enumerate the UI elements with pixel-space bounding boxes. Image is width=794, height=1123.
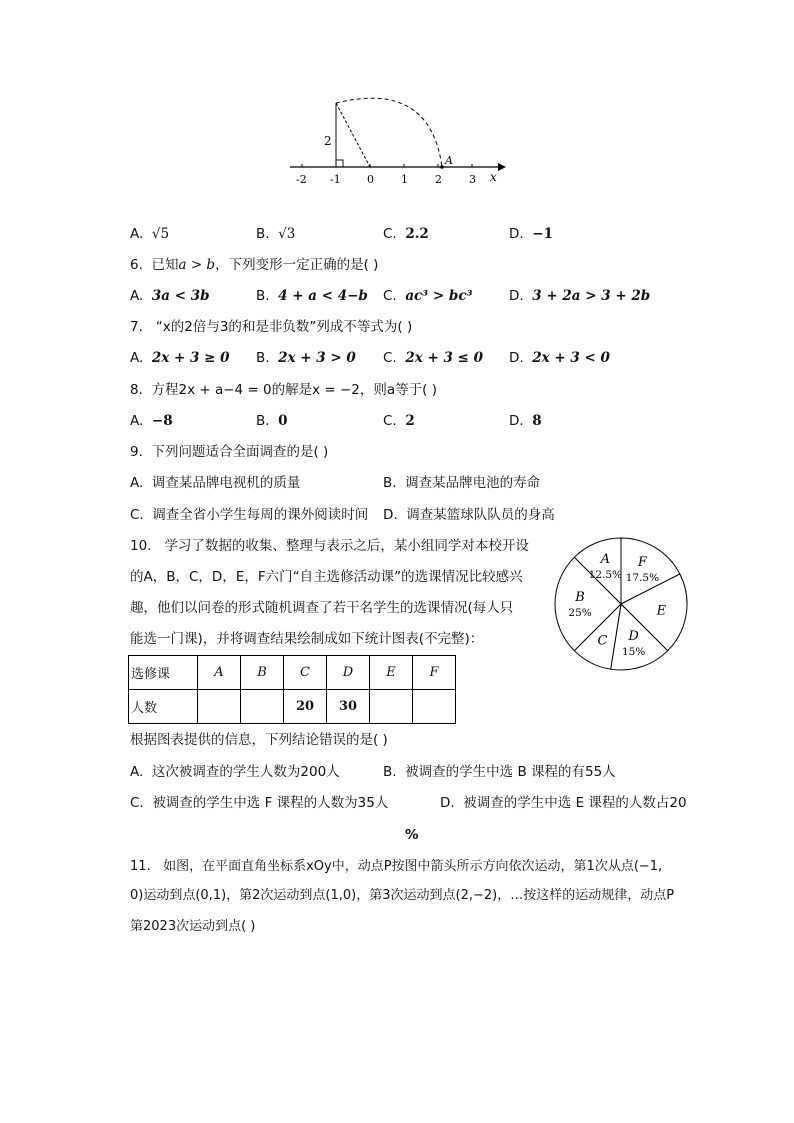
q8-option-a[interactable]: A. −8 [130, 413, 173, 429]
point-a-label: A [445, 154, 453, 167]
q9-option-d[interactable]: D. 调查某篮球队队员的身高 [383, 507, 555, 523]
table-cell-e [370, 690, 413, 724]
pie-label-c: C [597, 633, 608, 649]
table-cell-b [241, 690, 284, 724]
q11-stem-line-2: 0)运动到点(0,1)，第2次运动到点(1,0)，第3次运动到点(2,−2)，…按这样的运动规律，动点P [130, 888, 675, 903]
pie-label-e: E [656, 603, 667, 619]
q11-stem-line-3: 第2023次运动到点( ) [130, 919, 256, 934]
point-a-marker [440, 165, 444, 169]
q5-option-d[interactable]: D. −1 [509, 226, 553, 242]
tick-label: 2 [435, 173, 442, 186]
q9-stem: 9. 下列问题适合全面调查的是( ) [130, 444, 329, 460]
table-cell-c: 20 [284, 690, 327, 724]
q9-option-c[interactable]: C. 调查全省小学生每周的课外阅读时间 [130, 507, 369, 523]
q10-option-b[interactable]: B. 被调查的学生中选 B 课程的有55人 [383, 764, 616, 780]
q6-option-a[interactable]: A. 3a < 3b [130, 288, 210, 304]
height-label: 2 [324, 134, 332, 148]
q10-option-d-tail: % [405, 827, 419, 843]
q6-option-c[interactable]: C. ac³ > bc³ [383, 288, 473, 304]
table-col-c: C [284, 656, 327, 690]
hypotenuse-dashed [336, 103, 370, 167]
q9-option-b[interactable]: B. 调查某品牌电池的寿命 [383, 475, 541, 491]
pie-percent-a: 12.5% [588, 569, 623, 582]
q9-option-a[interactable]: A. 调查某品牌电视机的质量 [130, 475, 301, 491]
q10-option-d[interactable]: D. 被调查的学生中选 E 课程的人数占20 [440, 795, 687, 811]
q5-option-a[interactable]: A. √5 [130, 226, 170, 242]
q7-option-b[interactable]: B. 2x + 3 > 0 [256, 350, 356, 366]
number-line-figure [280, 90, 520, 190]
q7-option-d[interactable]: D. 2x + 3 < 0 [509, 350, 610, 366]
q10-option-c[interactable]: C. 被调查的学生中选 F 课程的人数为35人 [130, 795, 389, 811]
x-axis-arrow-icon [498, 163, 506, 171]
pie-percent-b: 25% [568, 607, 592, 619]
q8-stem: 8. 方程2x + a−4 = 0的解是x = −2，则a等于( ) [130, 382, 437, 398]
table-col-b: B [241, 656, 284, 690]
q5-option-b[interactable]: B. √3 [256, 226, 296, 242]
tick-label: 0 [367, 173, 374, 186]
table-header-label: 选修课 [129, 656, 198, 690]
q10-stem-line-1: 10. 学习了数据的收集、整理与表示之后，某小组同学对本校开设 [130, 538, 529, 554]
table-col-a: A [198, 656, 241, 690]
q6-option-b[interactable]: B. 4 + a < 4−b [256, 288, 368, 304]
q10-option-a[interactable]: A. 这次被调查的学生人数为200人 [130, 764, 340, 780]
table-row-label: 人数 [129, 690, 198, 724]
tick-label: -2 [296, 173, 307, 186]
q11-stem-line-1: 11. 如图，在平面直角坐标系xOy中，动点P按图中箭头所示方向依次运动，第1次从点(−1, [130, 859, 663, 874]
table-col-d: D [327, 656, 370, 690]
pie-label-d: D [628, 628, 639, 644]
table-row [129, 690, 456, 724]
q6-stem: 6. 已知a > b，下列变形一定正确的是( ) [130, 257, 379, 273]
table-cell-f [413, 690, 456, 724]
pie-label-f: F [637, 555, 647, 571]
course-table [128, 655, 456, 724]
q10-question: 根据图表提供的信息，下列结论错误的是( ) [130, 732, 388, 748]
q6-option-d[interactable]: D. 3 + 2a > 3 + 2b [509, 288, 651, 304]
tick-label: 1 [401, 173, 408, 186]
table-header-row [129, 656, 456, 690]
q7-option-c[interactable]: C. 2x + 3 ≤ 0 [383, 350, 483, 366]
table-cell-a [198, 690, 241, 724]
table-col-f: F [413, 656, 456, 690]
table-col-e: E [370, 656, 413, 690]
q7-option-a[interactable]: A. 2x + 3 ≥ 0 [130, 350, 230, 366]
tick-label: -1 [330, 173, 341, 186]
q7-stem: 7. “x的2倍与3的和是非负数”列成不等式为( ) [130, 319, 413, 335]
pie-chart [552, 535, 690, 673]
pie-percent-d: 15% [621, 645, 646, 658]
q10-stem-line-4: 能选一门课)，并将调查结果绘制成如下统计图表(不完整)： [130, 631, 484, 647]
q8-option-d[interactable]: D. 8 [509, 413, 542, 429]
right-angle-marker [336, 160, 343, 167]
table-cell-d: 30 [327, 690, 370, 724]
q10-stem-line-3: 趣，他们以问卷的形式随机调查了若干名学生的选课情况(每人只 [130, 600, 514, 616]
q10-stem-line-2: 的A，B，C，D，E，F六门“自主选修活动课”的选课情况比较感兴 [130, 569, 523, 585]
q8-option-c[interactable]: C. 2 [383, 413, 415, 429]
q5-option-c[interactable]: C. 2.2 [383, 226, 429, 242]
pie-percent-f: 17.5% [625, 572, 660, 585]
q8-option-b[interactable]: B. 0 [256, 413, 288, 429]
tick-label: 3 [469, 173, 476, 186]
x-axis-label: x [490, 170, 497, 184]
pie-label-a: A [600, 552, 611, 568]
arc-dashed [336, 98, 442, 167]
pie-label-b: B [575, 590, 585, 605]
